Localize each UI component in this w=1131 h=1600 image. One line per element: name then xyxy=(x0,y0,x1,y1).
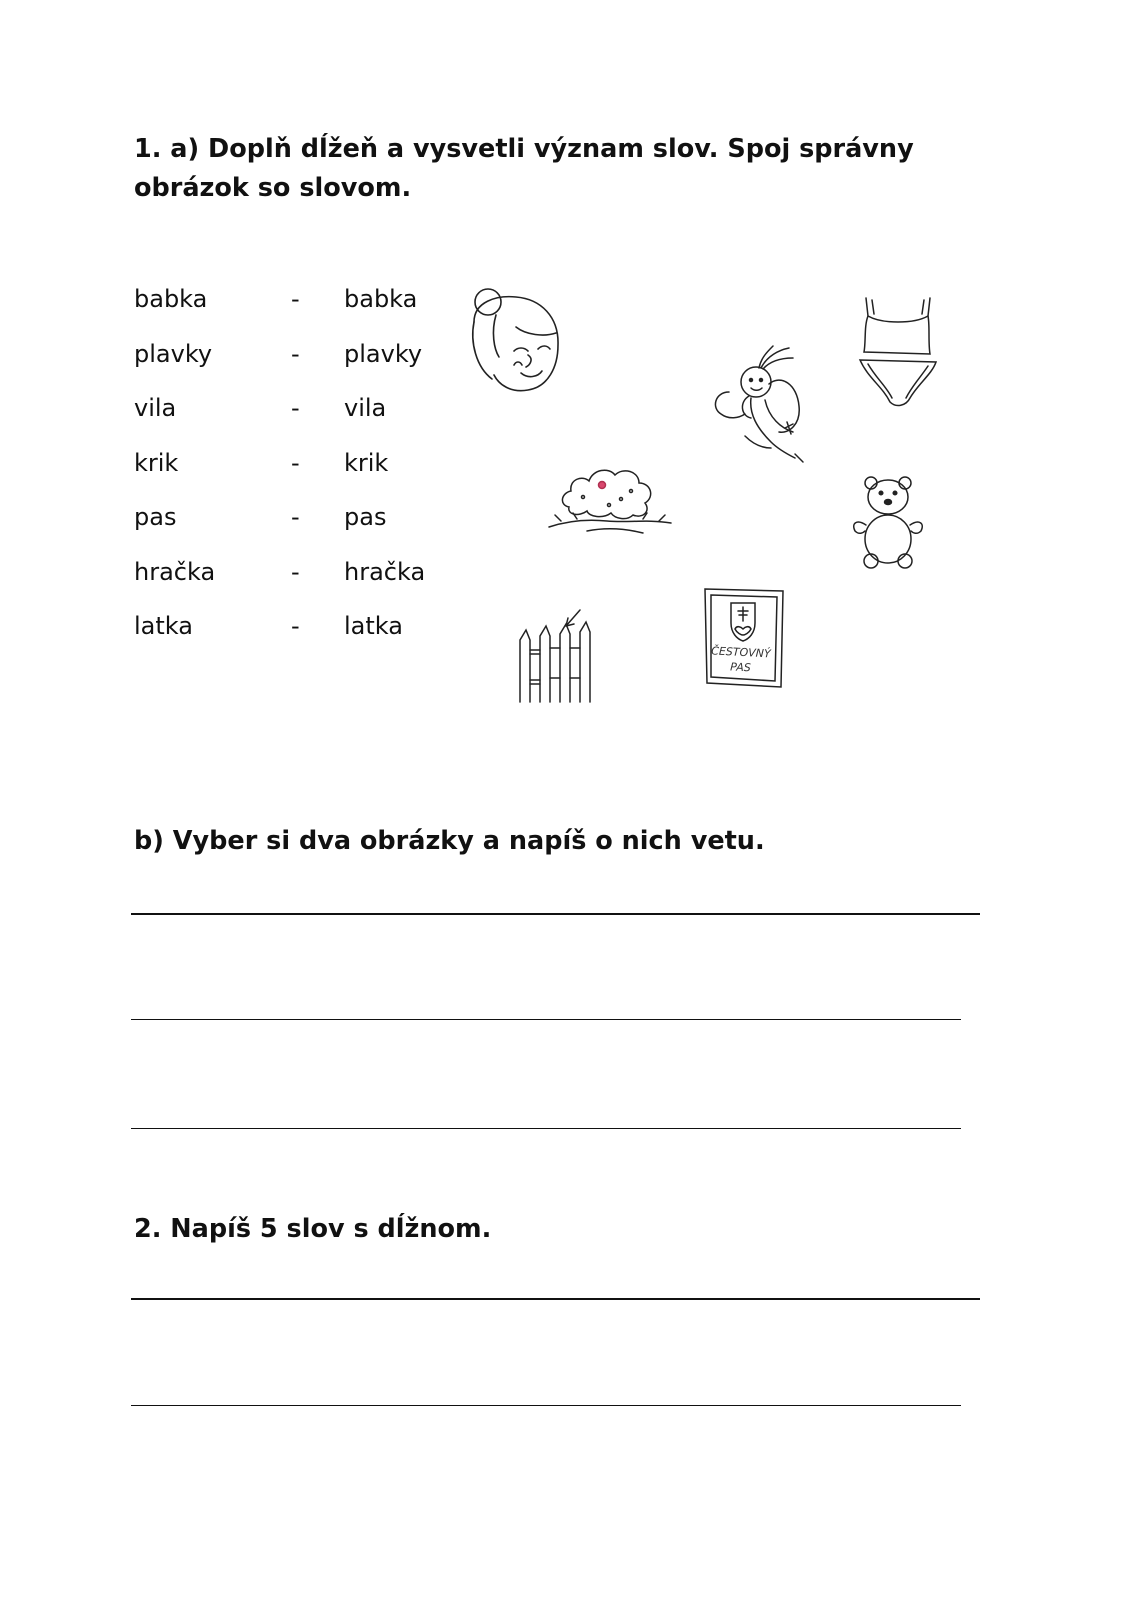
word-left: latka xyxy=(134,612,193,640)
task1-heading: 1. a) Doplň dĺžeň a vysvetli význam slov. Spoj správny obrázok so slovom. xyxy=(134,134,914,203)
answer-line[interactable] xyxy=(131,1128,961,1129)
word-left: babka xyxy=(134,285,208,313)
word-right: plavky xyxy=(344,339,423,368)
word-right: vila xyxy=(344,394,387,422)
word-separator: - xyxy=(291,448,300,477)
passport-label-line2: PAS xyxy=(729,660,752,675)
passport-label-line1: ČESTOVNÝ xyxy=(710,644,771,661)
word-right: pas xyxy=(344,503,387,531)
teddy-bear-icon xyxy=(851,475,927,571)
answer-line[interactable] xyxy=(131,1019,961,1020)
word-separator: - xyxy=(291,339,300,368)
answer-line[interactable] xyxy=(131,1405,961,1406)
word-separator: - xyxy=(291,503,300,531)
word-right: latka xyxy=(344,612,403,640)
word-right: krik xyxy=(344,448,389,477)
word-left: krik xyxy=(134,448,179,477)
word-separator: - xyxy=(291,394,300,422)
word-left: plavky xyxy=(134,339,213,368)
word-right: hračka xyxy=(344,557,426,586)
word-separator: - xyxy=(291,285,300,313)
word-left: pas xyxy=(134,503,177,531)
word-left: vila xyxy=(134,394,177,422)
fairy-icon xyxy=(709,344,804,466)
word-separator: - xyxy=(291,612,300,640)
task2-heading: 2. Napíš 5 slov s dĺžnom. xyxy=(134,1214,492,1244)
answer-line[interactable] xyxy=(131,1298,980,1300)
task1b-heading: b) Vyber si dva obrázky a napíš o nich vetu. xyxy=(134,826,765,856)
answer-line[interactable] xyxy=(131,913,980,915)
word-right: babka xyxy=(344,285,418,313)
grandmother-face-icon xyxy=(466,287,566,395)
word-separator: - xyxy=(291,557,300,586)
swimsuit-icon xyxy=(858,294,940,412)
fence-icon xyxy=(514,606,602,704)
bush-icon xyxy=(547,461,675,537)
word-left: hračka xyxy=(134,557,216,586)
passport-icon xyxy=(703,587,785,689)
